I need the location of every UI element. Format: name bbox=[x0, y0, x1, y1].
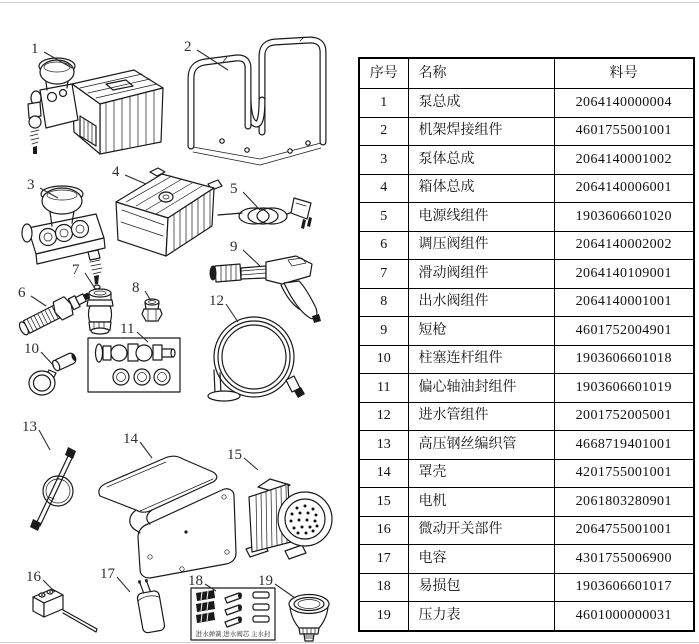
table-row bbox=[359, 516, 694, 545]
cell-part-name: 罩壳 bbox=[408, 459, 554, 488]
wear-kit-seals bbox=[253, 592, 269, 622]
parts-table-header bbox=[359, 58, 694, 89]
callout-18: 18 bbox=[188, 573, 203, 589]
cell-part-number: 4301755006900 bbox=[554, 545, 694, 574]
part-8-outlet-valve-drawing bbox=[142, 299, 162, 321]
cell-part-name: 柱塞连杆组件 bbox=[408, 345, 554, 374]
part-11-shaft-seal-kit-drawing bbox=[88, 338, 180, 392]
callout-12: 12 bbox=[209, 293, 224, 309]
parts-table bbox=[358, 57, 695, 632]
part-18-wear-kit-drawing bbox=[191, 588, 275, 640]
cell-part-number: 2061803280901 bbox=[554, 488, 694, 517]
part-2-frame-weldment-drawing bbox=[191, 37, 323, 165]
table-row bbox=[359, 117, 694, 146]
cell-index: 13 bbox=[359, 431, 408, 460]
table-row bbox=[359, 317, 694, 346]
cell-part-number: 2001752005001 bbox=[554, 402, 694, 431]
cell-part-name: 压力表 bbox=[408, 602, 554, 631]
callout-1: 1 bbox=[31, 41, 39, 57]
cell-part-name: 电机 bbox=[408, 488, 554, 517]
callout-17: 17 bbox=[100, 566, 115, 582]
part-14-cover-shell-drawing bbox=[99, 456, 236, 578]
cell-part-number: 2064140001001 bbox=[554, 288, 694, 317]
cell-index: 1 bbox=[359, 89, 408, 118]
cell-part-name: 电容 bbox=[408, 545, 554, 574]
callout-14: 14 bbox=[123, 431, 138, 447]
table-row bbox=[359, 231, 694, 260]
cell-part-name: 滑动阀组件 bbox=[408, 260, 554, 289]
callout-11: 11 bbox=[120, 321, 135, 337]
header-part-name: 名称 bbox=[408, 58, 554, 89]
cell-index: 6 bbox=[359, 231, 408, 260]
callout-13: 13 bbox=[22, 419, 37, 435]
callout-8: 8 bbox=[132, 280, 140, 296]
callout-5: 5 bbox=[230, 181, 238, 197]
cell-index: 5 bbox=[359, 203, 408, 232]
table-row bbox=[359, 260, 694, 289]
part-1-pump-assembly-drawing bbox=[28, 58, 163, 154]
cell-index: 17 bbox=[359, 545, 408, 574]
part-10-ring-pin-drawing bbox=[29, 351, 78, 395]
header-index: 序号 bbox=[359, 58, 408, 89]
cell-part-name: 易损包 bbox=[408, 573, 554, 602]
cell-part-name: 机架焊接组件 bbox=[408, 117, 554, 146]
cell-part-number: 2064140000004 bbox=[554, 89, 694, 118]
cell-part-number: 4601752004901 bbox=[554, 317, 694, 346]
cell-index: 18 bbox=[359, 573, 408, 602]
cell-part-number: 1903606601017 bbox=[554, 573, 694, 602]
cell-part-number: 2064140006001 bbox=[554, 174, 694, 203]
callout-4: 4 bbox=[112, 164, 120, 180]
cell-part-name: 泵总成 bbox=[408, 89, 554, 118]
cell-index: 7 bbox=[359, 260, 408, 289]
table-row bbox=[359, 89, 694, 118]
part-19-pressure-gauge-drawing bbox=[289, 595, 329, 642]
cell-index: 14 bbox=[359, 459, 408, 488]
cell-part-name: 短枪 bbox=[408, 317, 554, 346]
table-row bbox=[359, 488, 694, 517]
header-part-number: 料号 bbox=[554, 58, 694, 89]
part-5-power-cord-drawing bbox=[218, 198, 312, 229]
callout-15: 15 bbox=[227, 447, 242, 463]
cell-index: 8 bbox=[359, 288, 408, 317]
table-row bbox=[359, 203, 694, 232]
cell-part-name: 出水阀组件 bbox=[408, 288, 554, 317]
wear-kit-springs bbox=[196, 590, 215, 623]
table-row bbox=[359, 459, 694, 488]
cell-index: 3 bbox=[359, 146, 408, 175]
callout-6: 6 bbox=[18, 285, 26, 301]
callout-7: 7 bbox=[72, 262, 80, 278]
cell-part-number: 1903606601020 bbox=[554, 203, 694, 232]
cell-part-number: 4601000000031 bbox=[554, 602, 694, 631]
part-7-slide-valve-drawing bbox=[87, 289, 113, 334]
cell-part-name: 高压钢丝编织管 bbox=[408, 431, 554, 460]
part-15-motor-drawing bbox=[246, 479, 332, 559]
cell-part-number: 4201755001001 bbox=[554, 459, 694, 488]
table-row bbox=[359, 431, 694, 460]
wear-kit-labels: 进水弹簧 进水阀芯 主水封 bbox=[195, 631, 271, 638]
cell-part-name: 电源线组件 bbox=[408, 203, 554, 232]
callout-10: 10 bbox=[24, 341, 39, 357]
callout-3: 3 bbox=[27, 177, 35, 193]
cell-index: 16 bbox=[359, 516, 408, 545]
header-row bbox=[359, 58, 694, 89]
callout-2: 2 bbox=[184, 39, 192, 55]
table-row bbox=[359, 174, 694, 203]
cell-part-name: 微动开关部件 bbox=[408, 516, 554, 545]
part-16-micro-switch-drawing bbox=[33, 589, 97, 632]
parts-table-body bbox=[359, 89, 694, 631]
cell-part-number: 1903606601019 bbox=[554, 374, 694, 403]
callout-16: 16 bbox=[26, 569, 41, 585]
table-row bbox=[359, 374, 694, 403]
cell-index: 12 bbox=[359, 402, 408, 431]
cell-part-number: 4668719401001 bbox=[554, 431, 694, 460]
cell-index: 10 bbox=[359, 345, 408, 374]
cell-part-name: 偏心轴油封组件 bbox=[408, 374, 554, 403]
table-row bbox=[359, 402, 694, 431]
cell-index: 15 bbox=[359, 488, 408, 517]
table-row bbox=[359, 573, 694, 602]
cell-index: 9 bbox=[359, 317, 408, 346]
cell-part-number: 2064755001001 bbox=[554, 516, 694, 545]
cell-part-number: 2064140002002 bbox=[554, 231, 694, 260]
cell-part-name: 泵体总成 bbox=[408, 146, 554, 175]
callout-9: 9 bbox=[230, 239, 238, 255]
cell-part-number: 2064140109001 bbox=[554, 260, 694, 289]
part-13-braided-hose-drawing bbox=[30, 447, 76, 531]
part-12-hose-coil-drawing bbox=[208, 317, 305, 401]
part-6-regulator-valve-drawing bbox=[16, 286, 93, 339]
part-3-pump-head-drawing bbox=[22, 186, 105, 289]
table-row bbox=[359, 345, 694, 374]
cell-part-number: 1903606601018 bbox=[554, 345, 694, 374]
cell-index: 19 bbox=[359, 602, 408, 631]
cell-index: 11 bbox=[359, 374, 408, 403]
part-4-crankcase-drawing bbox=[116, 168, 222, 256]
cell-part-name: 箱体总成 bbox=[408, 174, 554, 203]
wear-kit-valve-cores bbox=[225, 593, 242, 628]
cell-part-number: 4601755001001 bbox=[554, 117, 694, 146]
table-row bbox=[359, 602, 694, 631]
cell-part-name: 进水管组件 bbox=[408, 402, 554, 431]
table-row bbox=[359, 146, 694, 175]
cell-part-name: 调压阀组件 bbox=[408, 231, 554, 260]
cell-part-number: 2064140001002 bbox=[554, 146, 694, 175]
part-17-capacitor-drawing bbox=[134, 577, 165, 633]
part-9-spray-gun-drawing bbox=[210, 256, 322, 323]
callout-19: 19 bbox=[258, 573, 273, 589]
table-row bbox=[359, 545, 694, 574]
table-row bbox=[359, 288, 694, 317]
cell-index: 2 bbox=[359, 117, 408, 146]
cell-index: 4 bbox=[359, 174, 408, 203]
